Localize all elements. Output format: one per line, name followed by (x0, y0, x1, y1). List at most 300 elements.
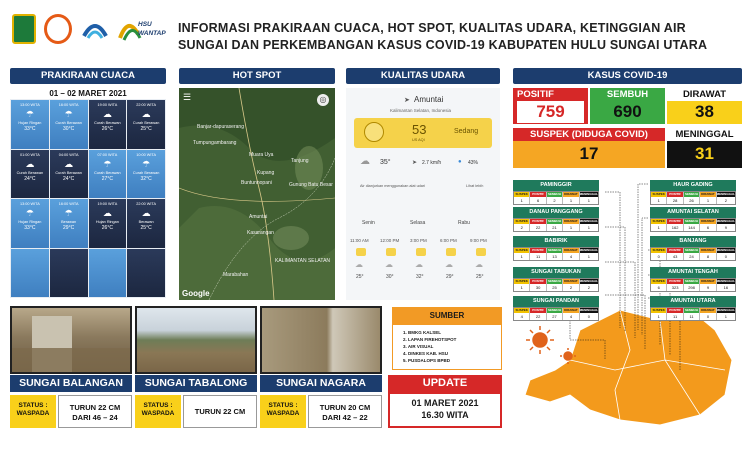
district-col-header: DIRAWAT (701, 248, 715, 252)
district-value: 0 (651, 253, 667, 260)
river-status-nagara (260, 395, 306, 428)
district-value: 4 (563, 253, 579, 260)
district-col-header: DIRAWAT (701, 279, 715, 283)
source-item: 2. LAPAN FIREHOTSPOT (403, 337, 457, 342)
district-value: 1 (514, 284, 530, 291)
district-value: 30 (530, 284, 546, 291)
district-col-header: DIRAWAT (564, 192, 578, 196)
district-value: 298 (684, 284, 700, 291)
district-col-header: POSITIF (530, 279, 546, 284)
map-place-label: Gunung Batu Besar (289, 182, 333, 188)
district-name: AMUNTAI UTARA (650, 296, 736, 307)
weather-desc: Curah Berawan (94, 170, 121, 175)
weather-time: 13:00 WITA (19, 103, 40, 107)
river-name-tabalong: SUNGAI TABALONG (135, 375, 257, 392)
river-photo-balangan (10, 306, 132, 374)
district-col-header: SUSPEK (514, 192, 530, 197)
suspek-box (513, 128, 665, 168)
weather-desc: Berawan (61, 220, 77, 224)
district-value: 162 (667, 224, 683, 231)
district-value: 27 (547, 313, 563, 320)
weather-cell-empty (89, 249, 127, 298)
district-table (650, 236, 736, 261)
suspek-label: SUSPEK (DIDUGA COVID) (513, 128, 665, 141)
aq-hour-label: 6:00 PM (440, 238, 457, 243)
dirawat-label: DIRAWAT (667, 88, 742, 101)
district-value: 1 (514, 253, 530, 260)
weather-desc: Curah Berawan (55, 170, 82, 175)
weather-cell (127, 199, 165, 248)
district-col-header: SEMBUH (684, 308, 700, 313)
district-value: 2 (724, 198, 727, 203)
river-photo-tabalong (135, 306, 257, 374)
update-date: 01 MARET 2021 (411, 398, 479, 408)
district-col-header: SUSPEK (514, 279, 530, 284)
district-col-header: MENINGGAL (579, 219, 598, 223)
level-range: DARI 46 – 24 (72, 413, 118, 422)
cloud-icon: ☁ (355, 260, 363, 269)
night-cloud-icon: ☁ (25, 158, 35, 169)
weather-time: 07:00 WITA (97, 152, 118, 157)
status-value: WASPADA (16, 410, 50, 417)
district-col-header: SUSPEK (651, 279, 667, 284)
level-change: TURUN 22 CM (194, 407, 246, 416)
weather-temp: 29°C (63, 225, 75, 231)
weather-temp: 27°C (101, 175, 113, 182)
sembuh-box (590, 88, 665, 124)
district-value: 11 (667, 313, 683, 320)
hotspot-map[interactable] (179, 88, 335, 300)
river-level-nagara (308, 395, 382, 428)
district-col-header: SUSPEK (651, 248, 667, 253)
district-values (513, 247, 599, 261)
aq-hour-level-icon (446, 248, 456, 256)
status-label: STATUS : (18, 402, 48, 409)
weather-desc: Berawan (138, 220, 154, 224)
district-value: 1 (587, 254, 590, 259)
kabupaten-logo (12, 14, 36, 44)
district-name: BANJANG (650, 236, 736, 247)
district-value: 2 (514, 224, 530, 231)
cloud-icon: ☁ (415, 260, 423, 269)
district-col-header: DIRAWAT (564, 248, 578, 252)
weather-cell (89, 100, 127, 149)
district-table (650, 267, 736, 292)
district-col-header: POSITIF (667, 279, 683, 284)
district-value: 2 (547, 197, 563, 204)
district-value: 28 (667, 197, 683, 204)
district-name: PAMINGGIR (513, 180, 599, 191)
update-box (388, 392, 502, 428)
district-col-header: MENINGGAL (716, 308, 735, 312)
district-value: 6 (651, 284, 667, 291)
district-col-header: SEMBUH (684, 219, 700, 224)
dirawat-count: 38 (695, 102, 714, 121)
district-col-header: SUSPEK (514, 308, 530, 313)
river-level-balangan (58, 395, 132, 428)
district-name: HAUR GADING (650, 180, 736, 191)
district-col-header: MENINGGAL (716, 192, 735, 196)
district-value: 22 (530, 313, 546, 320)
district-col-header: DIRAWAT (564, 219, 578, 223)
district-value: 323 (667, 284, 683, 291)
weather-time: 01:00 WITA (19, 152, 40, 157)
aq-hour-temp: 29° (446, 274, 454, 280)
aq-index: 53 (412, 122, 427, 137)
aq-advice: Air dianjurkan menggunakan alat udari (360, 184, 426, 188)
rain-cloud-icon: ☂ (64, 208, 73, 218)
aq-humidity: 43% (468, 160, 479, 166)
weather-cell (11, 100, 49, 149)
weather-desc: Curah Berawan (132, 121, 160, 125)
map-place-label: Kupang (257, 170, 275, 176)
title-line-2: SUNGAI DAN PERKEMBANGAN KASUS COVID-19 KABUPATEN HULU SUNGAI UTARA (178, 38, 708, 52)
river-status-balangan (10, 395, 56, 428)
status-value: WASPADA (141, 410, 175, 417)
weather-cell (127, 100, 165, 149)
district-value: 9 (700, 284, 716, 291)
district-value: 144 (684, 224, 700, 231)
aq-more-link[interactable]: Lihat lebih (466, 184, 484, 188)
district-value: 2 (587, 285, 590, 290)
district-value: 43 (667, 253, 683, 260)
sembuh-label: SEMBUH (606, 89, 649, 100)
district-col-header: SEMBUH (547, 248, 563, 253)
hotspot-map-terrain (179, 88, 335, 300)
weather-cell (11, 199, 49, 248)
river-name-balangan: SUNGAI BALANGAN (10, 375, 132, 392)
rain-cloud-icon: ☂ (142, 158, 151, 169)
district-name: AMUNTAI SELATAN (650, 207, 736, 218)
district-col-header: SUSPEK (651, 219, 667, 224)
map-place-label: Marabahan (223, 272, 249, 278)
district-value: 2 (563, 284, 579, 291)
weather-desc: Hujan Ringan (18, 220, 42, 224)
aq-hour-label: 3:00 PM (410, 238, 427, 243)
weather-temp: 25°C (140, 225, 152, 231)
cloud-icon: ☁ (385, 260, 393, 269)
weather-temp: 26°C (101, 225, 113, 231)
aq-temp: 35° (380, 159, 391, 166)
kominfo-logo (80, 14, 110, 44)
status-value: WASPADA (266, 410, 300, 417)
district-value: 4 (514, 313, 530, 320)
source-item: 1. BMKG KALSEL (403, 330, 442, 335)
weather-heading: PRAKIRAAN CUACA (10, 68, 166, 84)
bpbd-logo (44, 14, 72, 44)
aq-level: Sedang (454, 128, 479, 135)
rain-cloud-icon: ☂ (64, 109, 73, 119)
meninggal-count: 31 (695, 144, 714, 163)
map-place-label: Tanjung (291, 158, 309, 164)
district-values (650, 191, 736, 205)
district-table (513, 236, 599, 261)
district-value: 0 (587, 314, 590, 319)
rain-cloud-icon: ☂ (103, 158, 112, 169)
district-value: 24 (684, 253, 700, 260)
district-value: 1 (563, 197, 579, 204)
map-place-label: Banjar-dapuraserang (197, 124, 244, 130)
district-col-header: POSITIF (530, 308, 546, 313)
aq-day-label[interactable]: Rabu (458, 220, 470, 226)
positif-box (513, 88, 588, 124)
district-col-header: POSITIF (530, 248, 546, 253)
update-heading: UPDATE (388, 375, 502, 392)
district-value: 6 (700, 224, 716, 231)
aq-region: Kalimantan Selatan, Indonesia (390, 108, 452, 113)
aq-day-label[interactable]: Senin (362, 220, 375, 226)
district-col-header: MENINGGAL (716, 219, 735, 223)
district-name: BABIRIK (513, 236, 599, 247)
air-quality-panel (346, 88, 500, 300)
weather-temp: 32°C (140, 175, 152, 182)
aq-hour-label: 12:00 PM (380, 238, 400, 243)
weather-temp: 24°C (63, 175, 75, 182)
aq-hour-label: 9:00 PM (470, 238, 487, 243)
sources-heading: SUMBER (392, 307, 502, 324)
district-values (513, 218, 599, 232)
district-value: 22 (530, 224, 546, 231)
weather-date: 01 – 02 MARET 2021 (10, 88, 166, 99)
hsu-wantap-text: HSU WANTAP (138, 21, 166, 37)
aq-day-label[interactable]: Selasa (410, 220, 426, 226)
meninggal-label: MENINGGAL (667, 128, 742, 141)
map-place-label: Tumpungambarang (193, 140, 237, 146)
district-value: 4 (563, 313, 579, 320)
map-place-label: Kasarangan (247, 230, 274, 236)
district-table (513, 267, 599, 292)
hsu-wantap-logo (118, 14, 170, 44)
weather-desc: Curah Berawan (94, 121, 121, 125)
dirawat-box (667, 88, 742, 124)
weather-time: 10:00 WITA (136, 152, 156, 157)
update-time: 16.30 WITA (421, 410, 469, 420)
district-value: 16 (723, 285, 729, 290)
weather-cell-empty (127, 249, 165, 298)
aq-hour-level-icon (416, 248, 426, 256)
weather-cell (127, 150, 165, 199)
positif-label: POSITIF (517, 89, 554, 100)
aq-wind: 2.7 km/h (422, 160, 442, 166)
district-col-header: SEMBUH (684, 192, 700, 197)
air-quality-heading: KUALITAS UDARA (346, 68, 500, 84)
district-col-header: MENINGGAL (716, 248, 735, 252)
weather-time: 16:00 WITA (58, 202, 79, 206)
district-col-header: POSITIF (530, 192, 546, 197)
weather-temp: 33°C (24, 225, 36, 231)
district-col-header: SEMBUH (547, 192, 563, 197)
river-level-tabalong (183, 395, 257, 428)
district-value: 21 (547, 224, 563, 231)
aq-hour-temp: 25° (476, 274, 484, 280)
weather-time: 19:00 WITA (97, 103, 118, 107)
sembuh-count: 690 (590, 101, 665, 123)
night-cloud-icon: ☁ (102, 109, 112, 119)
district-table (513, 296, 599, 321)
district-value: 1 (651, 313, 667, 320)
district-col-header: MENINGGAL (579, 308, 598, 312)
district-col-header: DIRAWAT (701, 219, 715, 223)
weather-desc: Curah Berawan (132, 170, 160, 175)
district-value: 1 (514, 197, 530, 204)
map-menu-icon[interactable]: ☰ (183, 92, 192, 102)
covid-heading: KASUS COVID-19 (513, 68, 742, 84)
level-range: DARI 42 – 22 (322, 413, 368, 422)
district-values (513, 278, 599, 292)
district-col-header: DIRAWAT (701, 192, 715, 196)
district-value: 0 (700, 313, 716, 320)
district-col-header: DIRAWAT (564, 279, 578, 283)
district-col-header: SEMBUH (684, 279, 700, 284)
weather-grid (10, 99, 166, 298)
district-values (650, 278, 736, 292)
district-col-header: POSITIF (667, 248, 683, 253)
positif-count: 759 (517, 101, 584, 123)
rain-cloud-icon: ☂ (25, 208, 34, 218)
district-col-header: DIRAWAT (564, 308, 578, 312)
district-value: 13 (547, 253, 563, 260)
weather-desc: Curah Berawan (16, 170, 44, 175)
weather-desc: Curah Berawan (55, 121, 82, 125)
night-cloud-icon: ☁ (64, 158, 74, 169)
district-name: SUNGAI PANDAN (513, 296, 599, 307)
weather-cell (89, 199, 127, 248)
district-value: 1 (700, 197, 716, 204)
map-place-label: Amuntai (249, 214, 268, 220)
district-col-header: DIRAWAT (701, 308, 715, 312)
suspek-count: 17 (579, 144, 599, 163)
source-item: 4. DINKES KAB. HSU (403, 351, 449, 356)
title-line-1: INFORMASI PRAKIRAAN CUACA, HOT SPOT, KUALITAS UDARA, KETINGGIAN AIR (178, 21, 686, 35)
weather-temp: 33°C (24, 126, 36, 132)
aq-hour-temp: 32° (416, 274, 424, 280)
district-value: 1 (587, 225, 590, 230)
district-col-header: SEMBUH (547, 279, 563, 284)
weather-cell (11, 150, 49, 199)
district-col-header: MENINGGAL (716, 279, 735, 283)
district-value: 1 (724, 314, 727, 319)
level-change: TURUN 20 CM (319, 403, 371, 412)
weather-time: 13:00 WITA (19, 202, 40, 206)
aq-hour-label: 11:00 AM (350, 238, 369, 243)
aq-city: Amuntai (414, 95, 444, 104)
cloud-icon: ☁ (475, 260, 483, 269)
district-table (650, 296, 736, 321)
aq-hour-level-icon (386, 248, 396, 256)
district-value: 1 (587, 198, 590, 203)
river-name-nagara: SUNGAI NAGARA (260, 375, 382, 392)
district-col-header: POSITIF (530, 219, 546, 224)
source-item: 5. PUSDALOPS BPBD (403, 358, 451, 363)
level-change: TURUN 22 CM (69, 403, 121, 412)
district-value: 8 (700, 253, 716, 260)
district-col-header: MENINGGAL (579, 248, 598, 252)
district-name: SUNGAI TABUKAN (513, 267, 599, 278)
district-values (650, 247, 736, 261)
weather-time: 19:00 WITA (97, 202, 118, 206)
map-locate-icon[interactable]: ◎ (317, 94, 329, 106)
weather-cell-empty (50, 249, 88, 298)
weather-time: 04:00 WITA (58, 152, 79, 157)
night-cloud-icon: ☁ (102, 208, 112, 218)
district-table (650, 207, 736, 232)
district-value: 1 (651, 197, 667, 204)
district-value: 0 (724, 254, 727, 259)
google-logo: Google (182, 289, 210, 298)
district-col-header: MENINGGAL (579, 279, 598, 283)
district-col-header: SUSPEK (651, 192, 667, 197)
meninggal-box (667, 128, 742, 168)
cloud-icon: ☁ (360, 156, 370, 167)
district-name: DANAU PANGGANG (513, 207, 599, 218)
district-col-header: SUSPEK (651, 308, 667, 313)
hotspot-heading: HOT SPOT (179, 68, 335, 84)
district-value: 1 (651, 224, 667, 231)
district-values (650, 218, 736, 232)
river-status-tabalong (135, 395, 181, 428)
page-title (178, 20, 738, 54)
district-table (650, 180, 736, 205)
weather-temp: 26°C (101, 126, 113, 132)
status-label: STATUS : (268, 402, 298, 409)
district-value: 9 (724, 225, 727, 230)
district-name: AMUNTAI TENGAH (650, 267, 736, 278)
district-values (513, 191, 599, 205)
aq-index-unit: US AQI (412, 138, 425, 142)
night-cloud-icon: ☁ (141, 208, 151, 218)
aq-face-icon (364, 122, 384, 142)
district-col-header: SUSPEK (514, 248, 530, 253)
district-value: 1 (563, 224, 579, 231)
map-place-label: KALIMANTAN SELATAN (275, 258, 331, 264)
weather-desc: Hujan Ringan (95, 220, 119, 224)
weather-cell (50, 199, 88, 248)
weather-temp: 30°C (63, 126, 75, 132)
district-value: 25 (547, 284, 563, 291)
map-place-label: Buntunnopani (241, 180, 272, 186)
weather-cell-empty (11, 249, 49, 298)
aq-hour-temp: 30° (386, 274, 394, 280)
district-value: 11 (530, 253, 546, 260)
source-item: 3. AIR VISUAL (403, 344, 434, 349)
district-col-header: SUSPEK (514, 219, 530, 224)
district-table (513, 207, 599, 232)
district-col-header: SEMBUH (684, 248, 700, 253)
district-value: 11 (684, 313, 700, 320)
rain-cloud-icon: ☂ (25, 109, 34, 119)
weather-temp: 25°C (140, 126, 152, 132)
map-place-label: Muara Uya (249, 152, 274, 158)
district-values (650, 307, 736, 321)
district-col-header: POSITIF (667, 219, 683, 224)
wind-icon: ➤ (412, 160, 418, 166)
weather-cell (50, 100, 88, 149)
district-col-header: POSITIF (667, 308, 683, 313)
status-label: STATUS : (143, 402, 173, 409)
weather-cell (89, 150, 127, 199)
river-photo-nagara (260, 306, 382, 374)
weather-time: 22:00 WITA (136, 202, 156, 206)
district-value: 6 (530, 197, 546, 204)
district-value: 26 (684, 197, 700, 204)
humidity-icon: ● (458, 159, 462, 165)
sources-list (392, 324, 502, 370)
district-col-header: SEMBUH (547, 219, 563, 224)
cloud-icon: ☁ (445, 260, 453, 269)
aq-hour-level-icon (476, 248, 486, 256)
location-icon: ➤ (404, 97, 410, 104)
district-values (513, 307, 599, 321)
